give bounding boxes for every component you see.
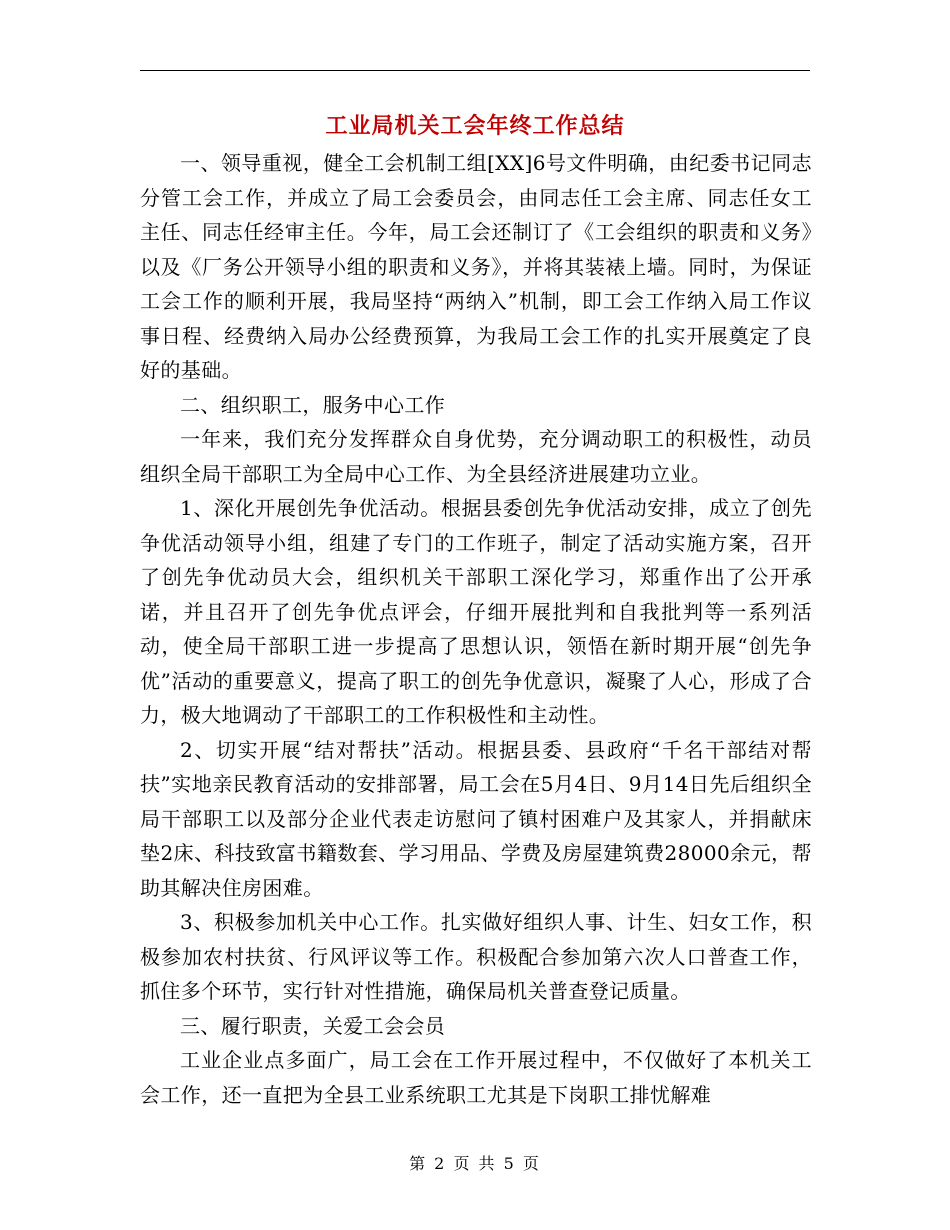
paragraph-excellence-activity: 1、深化开展创先争优活动。根据县委创先争优活动安排，成立了创先争优活动领导小组，组建了专门的工作班子，制定了活动实施方案，召开了创先争优动员大会，组织机关干部职工深化学习，郑重作出了公开承诺，并且召开了创先争优点评会，仔细开展批判和自我批判等一系列活动，使全局干部职工进一步提高了思想认识，领悟在新时期开展“创先争优”活动的重要意义，提高了职工的创先争优意识，凝聚了人心，形成了合力，极大地调动了干部职工的工作积极性和主动性。 xyxy=(140,496,812,727)
paragraph-central-work: 3、积极参加机关中心工作。扎实做好组织人事、计生、妇女工作，积极参加农村扶贫、行风评议等工作。积极配合参加第六次人口普查工作，抓住多个环节，实行针对性措施，确保局机关普查登记质量。 xyxy=(140,910,812,1003)
paragraph-leadership: 一、领导重视，健全工会机制工组[XX]6号文件明确，由纪委书记同志分管工会工作，并成立了局工会委员会，由同志任工会主席、同志任女工主任、同志任经审主任。今年，局工会还制订了《工会组织的职责和义务》以及《厂务公开领导小组的职责和义务》，并将其装裱上墙。同时，为保证工会工作的顺利开展，我局坚持“两纳入”机制，即工会工作纳入局工作议事日程、经费纳入局办公经费预算，为我局工会工作的扎实开展奠定了良好的基础。 xyxy=(140,151,812,382)
page-number-footer: 第 2 页 共 5 页 xyxy=(409,1154,541,1173)
paragraph-mobilize-staff: 一年来，我们充分发挥群众自身优势，充分调动职工的积极性，动员组织全局干部职工为全局中心工作、为全县经济进展建功立业。 xyxy=(140,427,812,486)
paragraph-pairing-assistance: 2、切实开展“结对帮扶”活动。根据县委、县政府“千名干部结对帮扶”实地亲民教育活动的安排部署，局工会在5月4日、9月14日先后组织全局干部职工以及部分企业代表走访慰问了镇村困难户及其家人，并捐献床垫2床、科技致富书籍数套、学习用品、学费及房屋建筑费28000余元，帮助其解决住房困难。 xyxy=(140,737,812,900)
section-heading-care-members: 三、履行职责，关爱工会会员 xyxy=(180,1013,446,1038)
paragraph-industrial-enterprises: 工业企业点多面广，局工会在工作开展过程中，不仅做好了本机关工会工作，还一直把为全县工业系统职工尤其是下岗职工排忧解难 xyxy=(140,1048,812,1107)
document-title: 工业局机关工会年终工作总结 xyxy=(325,113,625,139)
section-heading-organize-staff: 二、组织职工，服务中心工作 xyxy=(180,392,446,417)
document-body xyxy=(140,146,812,1112)
header-rule xyxy=(140,70,810,71)
